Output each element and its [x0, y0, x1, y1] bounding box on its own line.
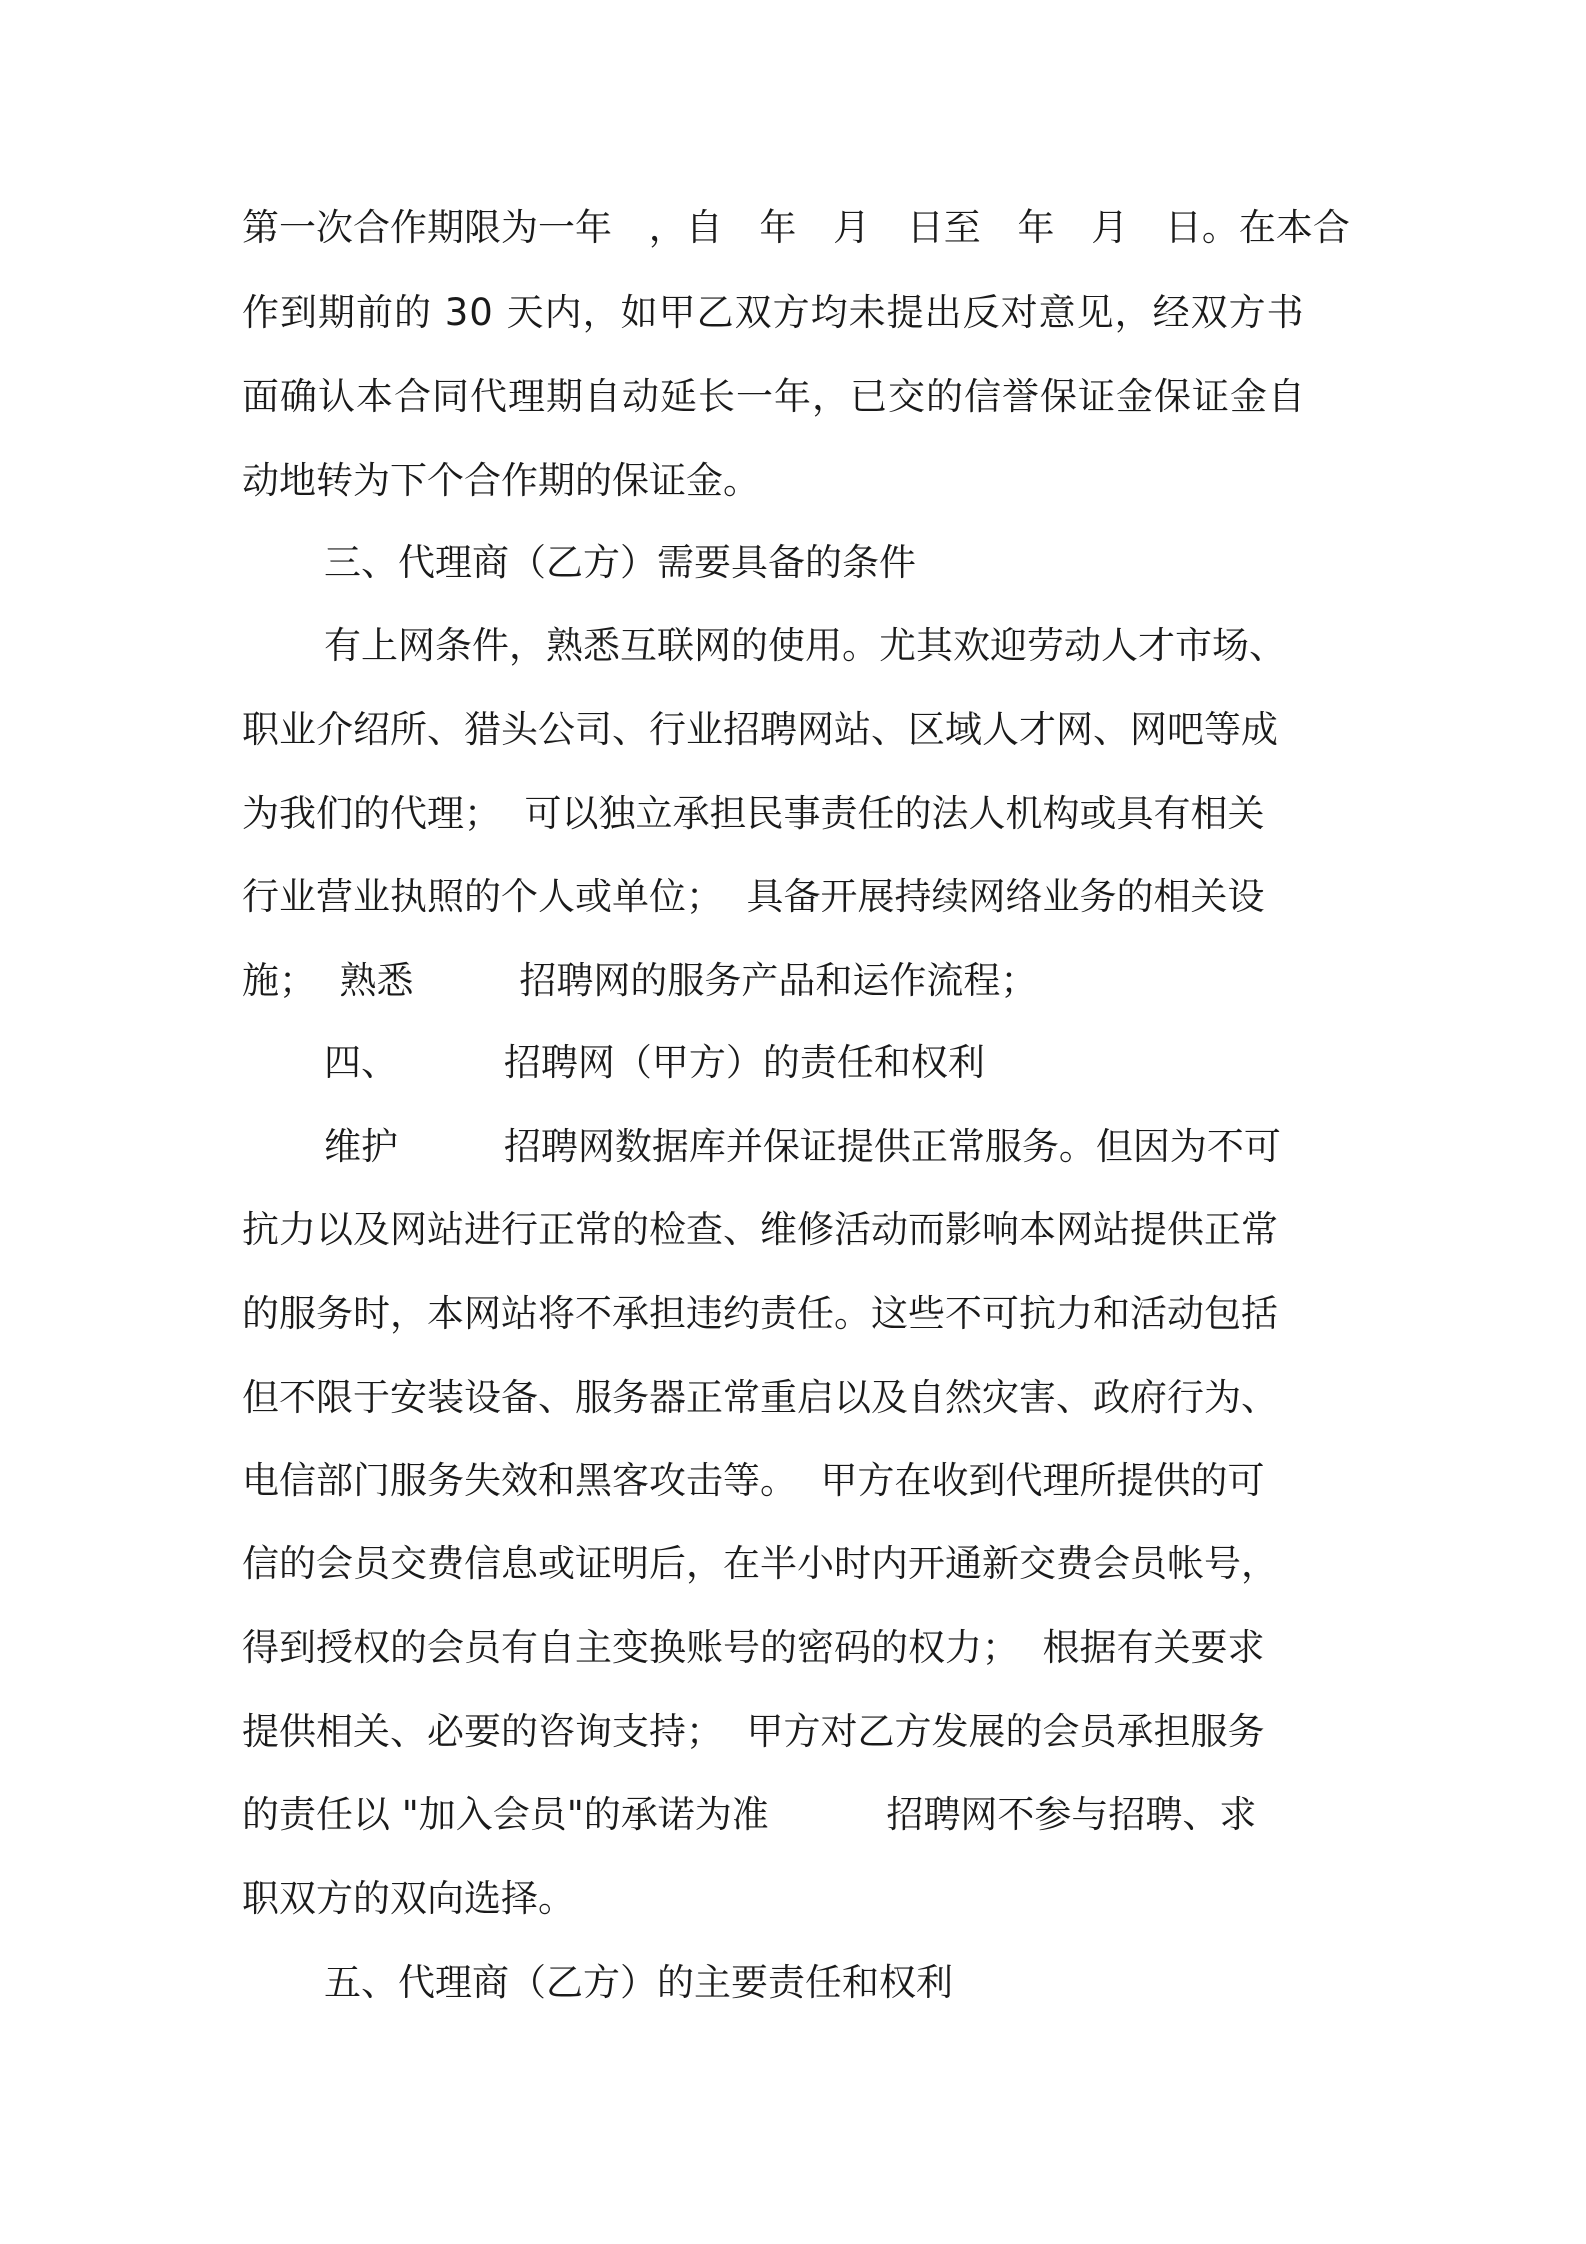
term-text-a: 第一次合作期限为一年: [242, 206, 612, 249]
term-text-b: ，自: [648, 206, 723, 249]
section-4-line-6: 信的会员交费信息或证明后，在半小时内开通新交费会员帐号，: [242, 1542, 1278, 1585]
term-line-2: 作到期前的 30 天内，如甲乙双方均未提出反对意见，经双方书: [242, 291, 1305, 334]
section-4-heading: 四、 招聘网（甲方）的责任和权利: [324, 1041, 985, 1084]
section-3-line-1: 有上网条件，熟悉互联网的使用。尤其欢迎劳动人才市场、: [324, 624, 1286, 667]
section-4-line-10: 职双方的双向选择。: [242, 1877, 575, 1920]
section-4-line-3: 的服务时，本网站将不承担违约责任。这些不可抗力和活动包括: [242, 1292, 1278, 1335]
section-4-line-2: 抗力以及网站进行正常的检查、维修活动而影响本网站提供正常: [242, 1208, 1278, 1251]
section-4-line-4: 但不限于安装设备、服务器正常重启以及自然灾害、政府行为、: [242, 1376, 1278, 1419]
section-4-line-8: 提供相关、必要的咨询支持； 甲方对乙方发展的会员承担服务: [242, 1710, 1265, 1753]
term-text-c: 年: [759, 206, 797, 249]
section-3-line-2: 职业介绍所、猎头公司、行业招聘网站、区域人才网、网吧等成: [242, 708, 1278, 751]
term-text-f: 年: [1017, 206, 1055, 249]
section-4-line-7: 得到授权的会员有自主变换账号的密码的权力； 根据有关要求: [242, 1626, 1265, 1669]
section-3-line-5: 施； 熟悉 招聘网的服务产品和运作流程；: [242, 959, 1038, 1002]
term-line-1: [242, 198, 1350, 258]
term-line-3: 面确认本合同代理期自动延长一年，已交的信誉保证金保证金自: [242, 375, 1306, 418]
term-line-4: 动地转为下个合作期的保证金。: [242, 459, 760, 502]
term-text-h: 日。在本合: [1164, 206, 1350, 249]
section-4-line-5: 电信部门服务失效和黑客攻击等。 甲方在收到代理所提供的可: [242, 1459, 1265, 1502]
term-text-e: 日至: [906, 206, 981, 249]
section-3-line-4: 行业营业执照的个人或单位； 具备开展持续网络业务的相关设: [242, 875, 1265, 918]
term-text-g: 月: [1091, 206, 1129, 249]
section-3-line-3: 为我们的代理； 可以独立承担民事责任的法人机构或具有相关: [242, 792, 1265, 835]
section-4-line-9: 的责任以 "加入会员"的承诺为准 招聘网不参与招聘、求: [242, 1793, 1257, 1836]
term-text-d: 月: [833, 206, 871, 249]
section-5-heading: 五、代理商（乙方）的主要责任和权利: [324, 1961, 953, 2004]
section-4-line-1: 维护 招聘网数据库并保证提供正常服务。但因为不可: [324, 1125, 1281, 1168]
section-3-heading: 三、代理商（乙方）需要具备的条件: [324, 541, 916, 584]
